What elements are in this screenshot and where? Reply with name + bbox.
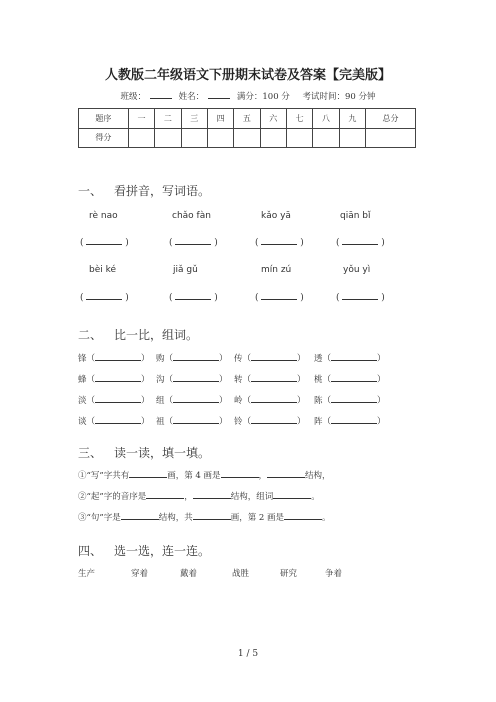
section-4-heading — [78, 542, 210, 559]
word-blank[interactable] — [173, 374, 219, 382]
word-blank[interactable] — [95, 416, 141, 424]
fill-question-2: ②“起”字的音序是 ， 结构，组词 。 — [78, 492, 320, 502]
character: 阵 — [314, 417, 323, 427]
pinyin: kǎo yā — [261, 211, 291, 221]
answer-blank[interactable]: ( ) — [169, 238, 218, 248]
score-cell[interactable] — [155, 128, 181, 148]
full-score: 满分：100 分 — [236, 92, 290, 102]
word-blank[interactable] — [251, 374, 297, 382]
fill-question-3: ③“句”字是 结构，共 画，第 2 画是 。 — [78, 513, 331, 523]
word-item: 阵（ ） — [314, 417, 386, 427]
fill-blank[interactable] — [221, 470, 259, 478]
section-2-heading — [78, 326, 198, 343]
name-label: 姓名： — [178, 92, 205, 102]
fill-blank[interactable] — [267, 470, 305, 478]
header-cell: 七 — [286, 109, 312, 129]
word-blank[interactable] — [95, 353, 141, 361]
word-item: 透（ ） — [314, 354, 386, 364]
score-cell[interactable] — [286, 128, 312, 148]
class-label: 班级： — [120, 92, 146, 102]
fill-blank[interactable] — [273, 491, 311, 499]
character: 锋 — [78, 354, 87, 364]
fill-blank[interactable] — [193, 491, 231, 499]
score-table — [78, 108, 416, 148]
section-title: 选一选，连一连。 — [114, 544, 211, 558]
word-blank[interactable] — [331, 374, 377, 382]
answer-blank[interactable]: ( ) — [336, 293, 385, 303]
answer-blank[interactable]: ( ) — [255, 293, 304, 303]
pinyin: bèi ké — [89, 265, 117, 275]
fill-question-1: ①“写”字共有 画，第 4 画是 ， 结构， — [78, 471, 331, 481]
word-blank[interactable] — [331, 395, 377, 403]
word-blank[interactable] — [95, 374, 141, 382]
character: 桃 — [314, 375, 323, 385]
score-row — [79, 128, 416, 148]
header-cell: 二 — [155, 109, 181, 129]
character: 传 — [234, 354, 243, 364]
header-cell: 题序 — [79, 109, 129, 129]
character: 陈 — [314, 396, 323, 406]
word-blank[interactable] — [251, 395, 297, 403]
word-item: 祖（ ） — [156, 417, 228, 427]
word-item: 传（ ） — [234, 354, 306, 364]
word-option[interactable]: 戴着 — [180, 569, 198, 579]
word-option[interactable]: 研究 — [280, 569, 298, 579]
word-item: 转（ ） — [234, 375, 306, 385]
fill-blank[interactable] — [129, 470, 167, 478]
section-1-heading — [78, 182, 210, 199]
header-cell: 总分 — [366, 109, 416, 129]
character: 转 — [234, 375, 243, 385]
character: 蜂 — [78, 375, 87, 385]
character: 铃 — [234, 417, 243, 427]
word-item: 蜂（ ） — [78, 375, 150, 385]
character: 沟 — [156, 375, 165, 385]
section-title: 看拼音，写词语。 — [114, 184, 211, 198]
word-item: 桃（ ） — [314, 375, 386, 385]
pinyin: rè nao — [89, 211, 118, 221]
character: 谈 — [78, 417, 87, 427]
word-blank[interactable] — [173, 416, 219, 424]
header-cell: 六 — [260, 109, 286, 129]
pinyin: jiǎ gǔ — [173, 265, 198, 275]
word-item: 陈（ ） — [314, 396, 386, 406]
header-cell: 四 — [207, 109, 233, 129]
word-blank[interactable] — [251, 416, 297, 424]
score-row-label: 得分 — [79, 128, 129, 148]
answer-blank[interactable]: ( ) — [255, 238, 304, 248]
word-item: 组（ ） — [156, 396, 228, 406]
score-cell[interactable] — [128, 128, 154, 148]
section-number: 二、 — [78, 328, 103, 342]
score-cell[interactable] — [313, 128, 339, 148]
header-cell: 一 — [128, 109, 154, 129]
character: 淡 — [78, 396, 87, 406]
word-item: 购（ ） — [156, 354, 228, 364]
score-header-row — [79, 109, 416, 129]
word-item: 铃（ ） — [234, 417, 306, 427]
word-item: 岭（ ） — [234, 396, 306, 406]
exam-time: 考试时间：90 分钟 — [302, 92, 376, 102]
section-3-heading — [78, 444, 210, 461]
score-cell[interactable] — [181, 128, 207, 148]
answer-blank[interactable]: ( ) — [80, 238, 129, 248]
answer-blank[interactable]: ( ) — [169, 293, 218, 303]
word-item: 淡（ ） — [78, 396, 150, 406]
pinyin: yǒu yì — [343, 265, 371, 275]
fill-blank[interactable] — [146, 491, 184, 499]
score-cell[interactable] — [339, 128, 365, 148]
section-number: 一、 — [78, 184, 103, 198]
section-number: 三、 — [78, 446, 103, 460]
word-item: 沟（ ） — [156, 375, 228, 385]
word-blank[interactable] — [331, 416, 377, 424]
document-title: 人教版二年级语文下册期末试卷及答案【完美版】 — [104, 68, 391, 83]
pinyin: mín zú — [261, 265, 292, 275]
character: 购 — [156, 354, 165, 364]
word-item: 谈（ ） — [78, 417, 150, 427]
word-blank[interactable] — [331, 353, 377, 361]
fill-blank[interactable] — [121, 512, 159, 520]
answer-blank[interactable]: ( ) — [80, 293, 129, 303]
section-title: 读一读，填一填。 — [114, 446, 211, 460]
section-number: 四、 — [78, 544, 103, 558]
word-blank[interactable] — [95, 395, 141, 403]
score-cell[interactable] — [366, 128, 416, 148]
character: 组 — [156, 396, 165, 406]
page-number: 1 / 5 — [237, 649, 259, 659]
word-blank[interactable] — [173, 353, 219, 361]
score-cell[interactable] — [260, 128, 286, 148]
pinyin: qiān bǐ — [340, 211, 371, 221]
answer-blank[interactable]: ( ) — [336, 238, 385, 248]
section-title: 比一比，组词。 — [114, 328, 199, 342]
fill-blank[interactable] — [193, 512, 231, 520]
word-blank[interactable] — [173, 395, 219, 403]
name-blank — [208, 90, 230, 99]
header-cell: 三 — [181, 109, 207, 129]
character: 岭 — [234, 396, 243, 406]
word-option[interactable]: 穿着 — [131, 569, 149, 579]
word-blank[interactable] — [251, 353, 297, 361]
header-cell: 五 — [234, 109, 260, 129]
character: 祖 — [156, 417, 165, 427]
exam-info — [0, 90, 496, 102]
fill-blank[interactable] — [284, 512, 322, 520]
character: 透 — [314, 354, 323, 364]
score-cell[interactable] — [207, 128, 233, 148]
pinyin: chǎo fàn — [172, 211, 211, 221]
class-blank — [150, 90, 172, 99]
header-cell: 九 — [339, 109, 365, 129]
word-option[interactable]: 战胜 — [232, 569, 250, 579]
word-option[interactable]: 生产 — [78, 569, 96, 579]
score-cell[interactable] — [234, 128, 260, 148]
header-cell: 八 — [313, 109, 339, 129]
word-item: 锋（ ） — [78, 354, 150, 364]
word-option[interactable]: 争着 — [325, 569, 343, 579]
